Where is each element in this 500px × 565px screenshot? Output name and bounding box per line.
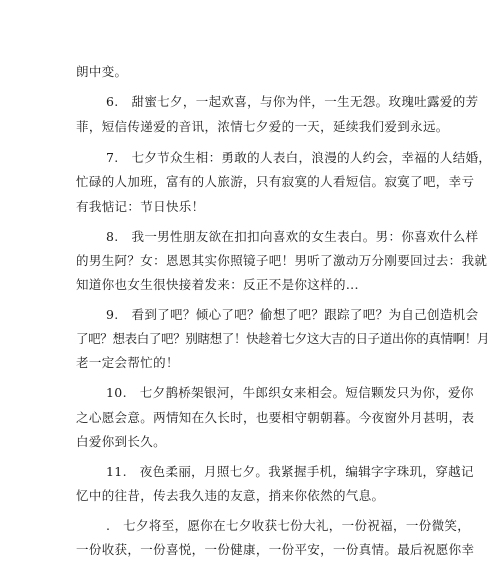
text-line-7: 8. 我一男性朋友欲在扣扣向喜欢的女生表白。男：你喜欢什么样 (106, 229, 479, 244)
text-line-19: 一份收获，一份喜悦，一份健康，一份平安，一份真情。最后祝愿你幸 (76, 542, 475, 557)
text-line-16: 11. 夜色柔丽，月照七夕。我紧握手机，编辑字字珠玑，穿越记 (106, 464, 474, 479)
text-line-14: 之心愿会意。两情知在久长时，也要相守朝朝暮。今夜窗外月甚明，表 (76, 410, 475, 425)
text-line-17: 忆中的往昔，传去我久违的友意，捎来你依然的气息。 (76, 488, 385, 503)
text-line-10: 9. 看到了吧？倾心了吧？偷想了吧？跟踪了吧？为自己创造机会 (106, 307, 479, 322)
text-line-1: 朗中变。 (76, 64, 128, 79)
text-line-3: 菲，短信传递爱的音讯，浓情七夕爱的一天，延续我们爱到永远。 (76, 119, 449, 134)
text-line-6: 有我惦记：节日快乐！ (76, 199, 205, 214)
text-line-11: 了吧？想表白了吧？别瞎想了！快趁着七夕这大吉的日子道出你的真情啊！月 (76, 331, 490, 346)
text-line-2: 6. 甜蜜七夕，一起欢喜，与你为伴，一生无怨。玫瑰吐露爱的芳 (106, 94, 479, 109)
text-line-18: . 七夕将至，愿你在七夕收获七份大礼，一份祝福，一份微笑， (106, 518, 471, 533)
text-line-12: 老一定会帮忙的！ (76, 355, 179, 370)
text-line-8: 的男生阿？女：恩恩其实你照镜子吧！男听了激动万分刚要回过去：我就 (76, 253, 488, 268)
text-line-5: 忙碌的人加班，富有的人旅游，只有寂寞的人看短信。寂寞了吧，幸亏 (76, 174, 475, 189)
text-line-4: 7. 七夕节众生相：勇敢的人表白，浪漫的人约会，幸福的人结婚， (106, 150, 492, 165)
text-line-15: 白爱你到长久。 (76, 434, 166, 449)
text-line-9: 知道你也女生很快接着发来：反正不是你这样的... (76, 277, 359, 292)
text-line-13: 10. 七夕鹊桥架银河，牛郎织女来相会。短信颗发只为你，爱你 (106, 385, 474, 400)
